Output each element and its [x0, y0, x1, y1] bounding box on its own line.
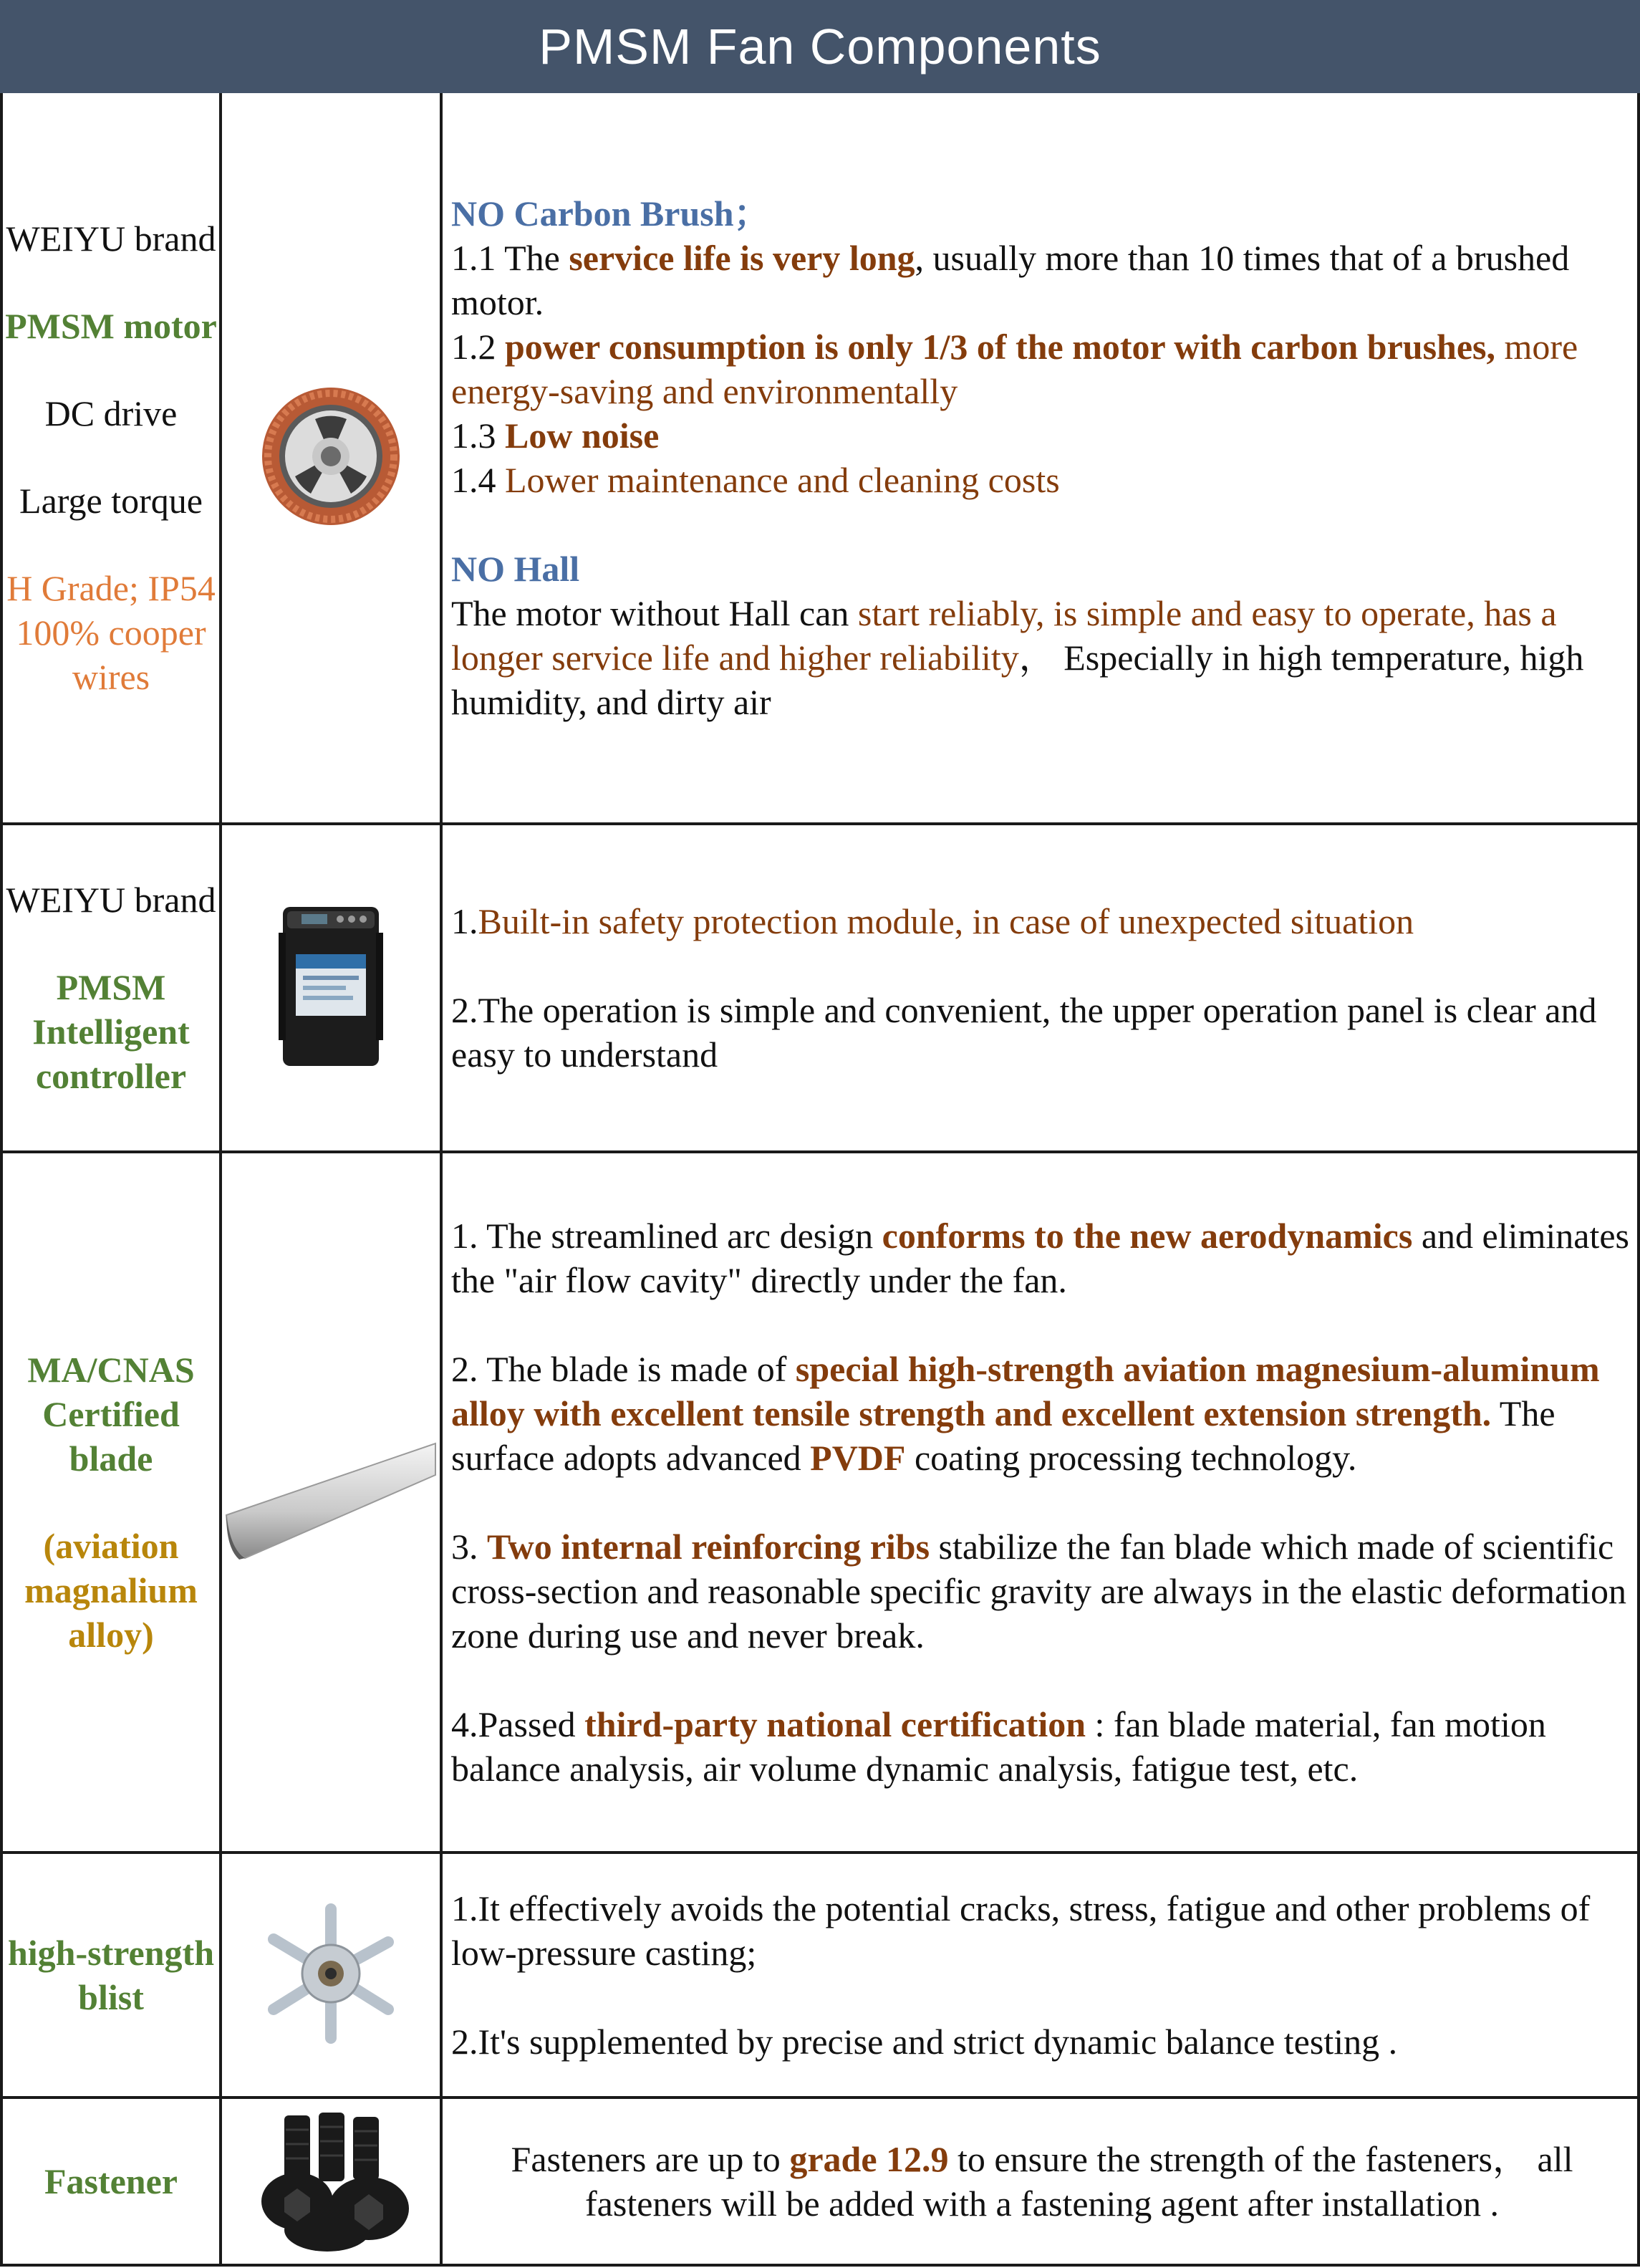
text-run: 3.: [451, 1527, 487, 1567]
row-label-cell: [1, 1152, 221, 1853]
text-run: Low noise: [505, 415, 660, 456]
label-stack: [3, 216, 219, 699]
text-run: 1.: [451, 901, 478, 941]
table-row: [1, 2098, 1639, 2265]
text-run: 2. The blade is made of: [451, 1349, 796, 1389]
row-label: Large torque: [19, 481, 203, 521]
image-cell: [221, 1853, 441, 2098]
label-stack: [3, 2159, 219, 2204]
description-cell: [441, 1853, 1639, 2098]
controller-box-icon: [277, 904, 385, 1069]
section-heading: NO Carbon Brush；: [451, 193, 770, 234]
text-run: 1.4: [451, 460, 505, 500]
text-run: : fan blade material, fan motion balance analysis, air volume dynamic analysis, fatigue test, etc.: [451, 1704, 1546, 1789]
text-run: The motor without Hall can: [451, 593, 858, 633]
row-label: (aviation magnalium alloy): [24, 1526, 198, 1655]
description-line: [451, 1524, 1633, 1658]
row-label: PMSM motor: [5, 306, 217, 346]
description-line: [451, 591, 1633, 724]
description-line: [451, 2019, 1633, 2064]
page-title: PMSM Fan Components: [539, 19, 1101, 75]
paragraph-gap: [451, 1658, 1633, 1702]
row-label-cell: [1, 2098, 221, 2265]
text-run: special high-strength aviation magnesium-aluminum alloy with excellent tensile strength and excellent extension strength.: [451, 1349, 1600, 1433]
row-label: Fastener: [44, 2161, 178, 2201]
description-line: [451, 899, 1633, 943]
description-line: [451, 1347, 1633, 1480]
text-run: and eliminates the "air flow cavity" directly under the fan.: [451, 1216, 1630, 1300]
text-run: 1. The streamlined arc design: [451, 1216, 882, 1256]
table-row: [1, 1853, 1639, 2098]
paragraph-gap: [451, 1975, 1633, 2019]
row-label-cell: [1, 824, 221, 1152]
text-run: start reliably, is simple and easy to operate, has a longer service life and higher reliability: [451, 593, 1557, 678]
components-table: [0, 93, 1640, 2267]
text-run: third-party national certification: [584, 1704, 1086, 1744]
text-run: coating processing technology.: [905, 1438, 1357, 1478]
text-run: stabilize the fan blade which made of scientific cross-section and reasonable specific gravity are always in the elastic deformation zone during use and never break.: [451, 1527, 1627, 1656]
description-cell: [441, 93, 1639, 824]
text-run: 1.2: [451, 327, 505, 367]
description-line: [451, 458, 1633, 502]
row-label-cell: [1, 93, 221, 824]
description-line: [451, 2137, 1633, 2226]
description-line: [451, 325, 1633, 413]
paragraph-gap: [451, 943, 1633, 988]
description-line: [451, 988, 1633, 1077]
image-cell: [221, 93, 441, 824]
description-line: [451, 1886, 1633, 1975]
description: [451, 1886, 1633, 2064]
bolts-icon: [241, 2108, 420, 2252]
row-label: WEIYU brand: [6, 218, 216, 259]
description: [451, 1214, 1633, 1791]
label-stack: [3, 1347, 219, 1657]
label-stack: [3, 1931, 219, 2019]
row-label: MA/CNAS Certified blade: [27, 1350, 195, 1479]
text-run: ， Especially in high temperature, high humidity, and dirty air: [451, 638, 1584, 722]
text-run: service life is very long: [569, 238, 915, 278]
text-run: power consumption is only 1/3 of the motor with carbon brushes,: [505, 327, 1495, 367]
text-run: 1.It effectively avoids the potential cracks, stress, fatigue and other problems of low-pressure casting;: [451, 1888, 1591, 1973]
description-line: [451, 236, 1633, 325]
description-line: [451, 1702, 1633, 1791]
paragraph-gap: [451, 1302, 1633, 1347]
row-label: high-strength blist: [7, 1933, 214, 2017]
text-run: 2.It's supplemented by precise and strict dynamic balance testing .: [451, 2022, 1398, 2062]
header-bar: [0, 0, 1640, 93]
text-run: , usually more than 10 times that of a brushed motor.: [451, 238, 1570, 322]
row-label: PMSM Intelligent controller: [32, 967, 190, 1096]
text-run: Fasteners are up to: [511, 2139, 790, 2179]
table-row: [1, 1152, 1639, 1853]
row-label: H Grade; IP54 100% cooper wires: [6, 568, 216, 697]
text-run: grade 12.9: [789, 2139, 949, 2179]
row-label-cell: [1, 1853, 221, 2098]
fan-blade-icon: [223, 1429, 438, 1572]
description: [451, 2137, 1633, 2226]
paragraph-gap: [451, 502, 1633, 547]
text-run: The surface adopts advanced: [451, 1393, 1555, 1478]
row-label: WEIYU brand: [6, 880, 216, 920]
text-run: 1.1 The: [451, 238, 569, 278]
section-heading: NO Hall: [451, 549, 580, 589]
table-row: [1, 93, 1639, 824]
description-cell: [441, 1152, 1639, 1853]
text-run: PVDF: [810, 1438, 906, 1478]
description-line: [451, 1214, 1633, 1302]
text-run: Built-in safety protection module, in case of unexpected situation: [478, 901, 1414, 941]
text-run: Lower maintenance and cleaning costs: [505, 460, 1060, 500]
description: [451, 899, 1633, 1077]
blade-hub-icon: [245, 1902, 417, 2045]
image-cell: [221, 1152, 441, 1853]
text-run: 2.The operation is simple and convenient, the upper operation panel is clear and easy to understand: [451, 990, 1597, 1075]
label-stack: [3, 878, 219, 1098]
image-cell: [221, 824, 441, 1152]
motor-stator-icon: [259, 385, 402, 528]
description-cell: [441, 824, 1639, 1152]
image-cell: [221, 2098, 441, 2265]
description-cell: [441, 2098, 1639, 2265]
text-run: 4.Passed: [451, 1704, 585, 1744]
text-run: more energy-saving and environmentally: [451, 327, 1578, 411]
text-run: Two internal reinforcing ribs: [487, 1527, 930, 1567]
text-run: conforms to the new aerodynamics: [882, 1216, 1413, 1256]
row-label: DC drive: [44, 393, 178, 433]
text-run: 1.3: [451, 415, 505, 456]
description-line: [451, 413, 1633, 458]
table-row: [1, 824, 1639, 1152]
text-run: to ensure the strength of the fasteners， all fasteners will be added with a fastening agent after installation .: [585, 2139, 1573, 2224]
paragraph-gap: [451, 1480, 1633, 1524]
description: [451, 191, 1633, 724]
